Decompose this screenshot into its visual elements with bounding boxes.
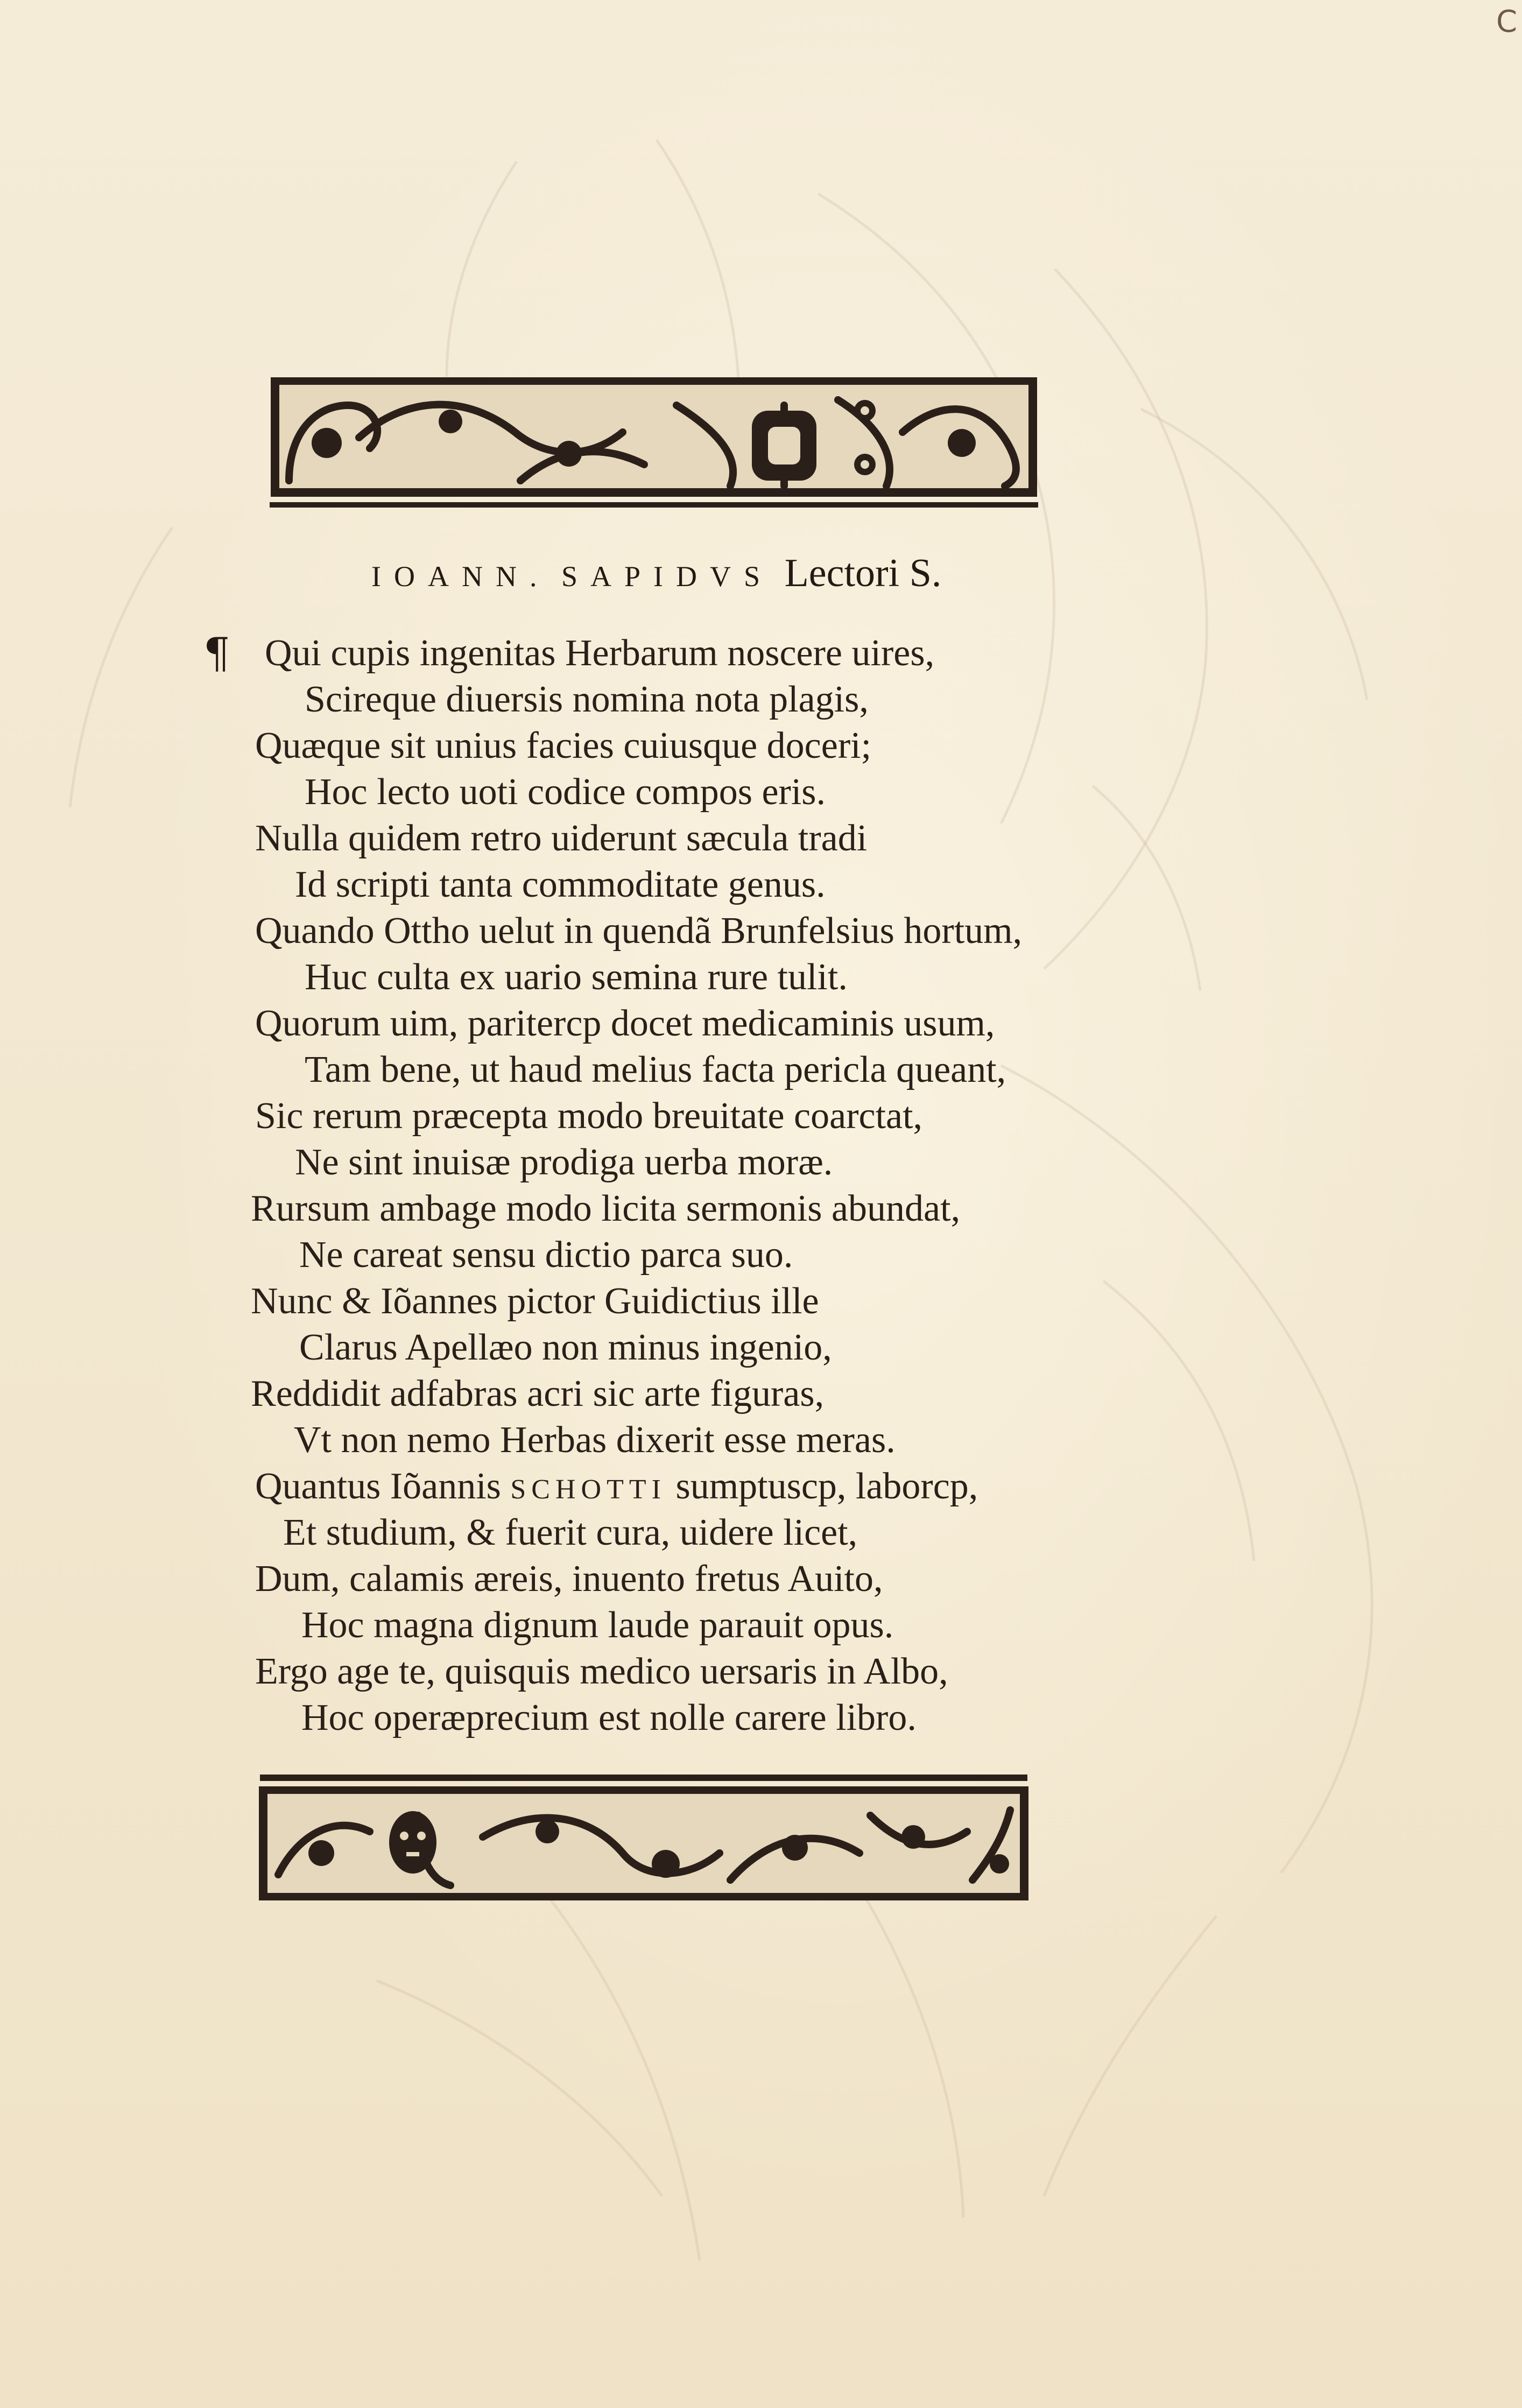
poem-line: Sic rerum præcepta modo breuitate coarctat,: [255, 1095, 923, 1137]
poem-line: Ne careat sensu dictio parca suo.: [299, 1234, 793, 1276]
poem-line: Ergo age te, quisquis medico uersaris in Albo,: [255, 1651, 948, 1692]
poem-line: Id scripti tanta commoditate genus.: [295, 864, 826, 905]
poem-line: Qui cupis ingenitas Herbarum noscere uires,: [265, 632, 935, 674]
poem-line: Hoc magna dignum laude parauit opus.: [301, 1604, 894, 1646]
poem-line: Quorum uim, paritercp docet medicaminis usum,: [255, 1003, 995, 1044]
poem-line: Quæque sit unius facies cuiusque doceri;: [255, 725, 872, 766]
poem-line: Ne sint inuisæ prodiga uerba moræ.: [295, 1142, 833, 1183]
poem-line: Tam bene, ut haud melius facta pericla queant,: [305, 1049, 1006, 1090]
poem-line: Nulla quidem retro uiderunt sæcula tradi: [255, 818, 868, 859]
poem-line-part: sumptuscp, laborcp,: [666, 1466, 978, 1507]
poem-line: Hoc operæprecium est nolle carere libro.: [301, 1697, 917, 1738]
heading-salutation: Lectori S.: [784, 551, 942, 595]
poem-line: Nunc & Iõannes pictor Guidictius ille: [251, 1280, 819, 1322]
poem-line: Scireque diuersis nomina nota plagis,: [305, 679, 869, 720]
heading-author-surname: SAPIDVS: [561, 560, 773, 593]
poem-line: Huc culta ex uario semina rure tulit.: [305, 956, 848, 998]
printer-name-small-caps: SCHOTTI: [510, 1474, 666, 1505]
woodcut-border-top: [267, 373, 1040, 511]
poem-line: Dum, calamis æreis, inuento fretus Auito,: [255, 1558, 883, 1600]
poem-heading: [371, 546, 1060, 603]
heading-author-forename: IOANN.: [371, 560, 550, 593]
poem-line: [255, 1464, 978, 1512]
poem-line: Clarus Apellæo non minus ingenio,: [299, 1327, 832, 1368]
poem-line-part: Quantus Iõannis: [255, 1466, 511, 1507]
poem-line: Hoc lecto uoti codice compos eris.: [305, 771, 826, 813]
poem-line: Et studium, & fuerit cura, uidere licet,: [283, 1512, 858, 1553]
pilcrow-mark: ¶: [203, 629, 230, 678]
woodcut-border-bottom: [257, 1772, 1031, 1905]
poem-line: Reddidit adfabras acri sic arte figuras,: [251, 1373, 825, 1414]
page-corner-mark: C: [1496, 4, 1518, 39]
poem-line: Quando Ottho uelut in quendã Brunfelsius hortum,: [255, 910, 1023, 952]
poem-line: Vt non nemo Herbas dixerit esse meras.: [294, 1419, 896, 1461]
poem-line: Rursum ambage modo licita sermonis abundat,: [251, 1188, 961, 1229]
